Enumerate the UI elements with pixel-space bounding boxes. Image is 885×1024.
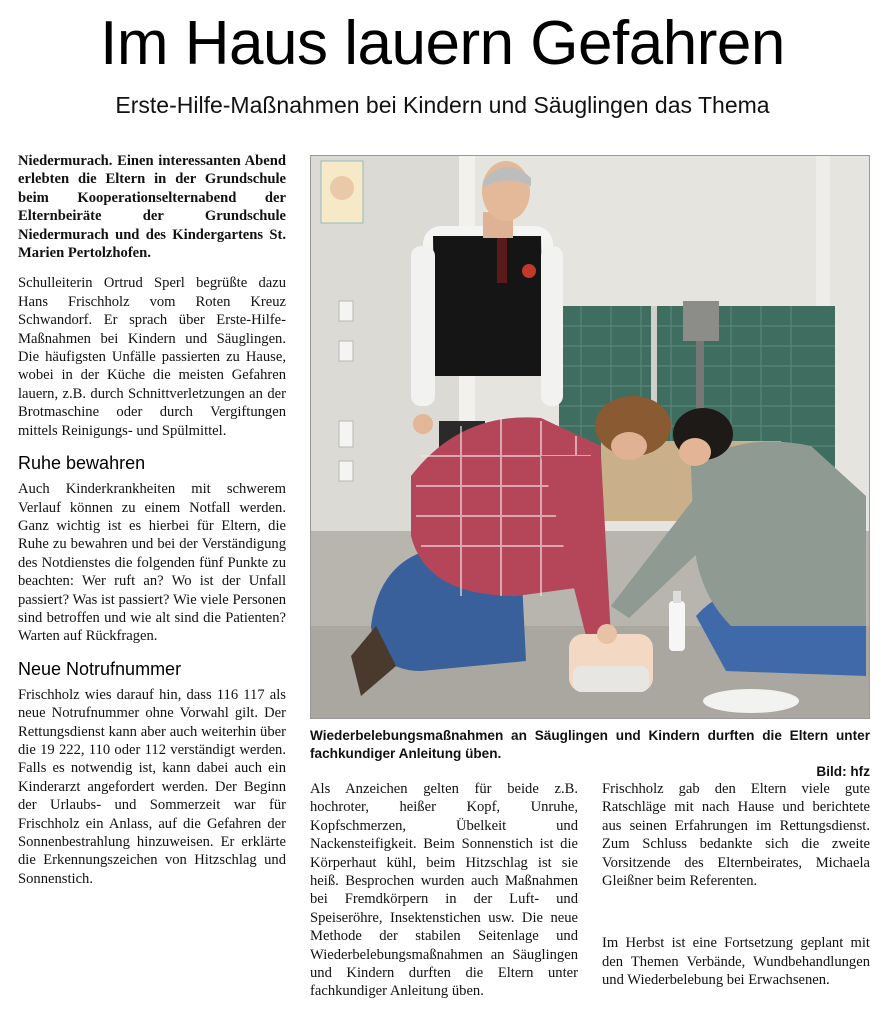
- lead-paragraph: Niedermurach. Einen interessanten Abend erlebten die Eltern in der Grundschule beim Kooperationselternabend der Elternbeiräte der Grundschule Niedermurach und des Kindergartens St. Marien Pertolzhofen.: [18, 153, 286, 262]
- paragraph: Frischholz gab den Eltern viele gute Ratschläge mit nach Hause und berichtete aus seinen Erfahrungen im Rettungsdienst. Zum Schluss bedankte sich die zweite Vorsitzende des Elternbeirates, Michaela Gleißner beim Referenten.: [602, 781, 870, 890]
- article-photo: [310, 155, 870, 719]
- headline: Im Haus lauern Gefahren: [100, 9, 785, 78]
- photo-credit: Bild: hfz: [816, 764, 870, 779]
- photo-caption: [310, 727, 870, 781]
- subheadline: Erste-Hilfe-Maßnahmen bei Kindern und Säuglingen das Thema: [115, 92, 770, 118]
- paragraph: Auch Kinderkrankheiten mit schwerem Verlauf können zu einem Notfall werden. Ganz wichtig ist es hierbei für Eltern, die Ruhe zu bewahren und bei der Verständigung des Notdienstes die folgenden fünf Punkte zu beachten: Wer ruft an? Wo ist der Unfall passiert? Was ist passiert? Wie viele Personen sind betroffen und wie alt sind die Patienten? Warten auf Rückfragen.: [18, 481, 286, 645]
- section-heading-notruf: Neue Notrufnummer: [18, 658, 182, 679]
- column-right: [602, 780, 870, 990]
- paragraph: Als Anzeichen gelten für beide z.B. hochroter, heißer Kopf, Unruhe, Kopfschmerzen, Übelkeit und Nackensteifigkeit. Beim Sonnenstich ist die Körperhaut kühl, beim Hitzschlag ist sie heiß. Besprochen wurden auch Maßnahmen bei Fremdkörpern in der Luft- und Speiseröhre, Insektenstichen usw. Die neue Methode der stabilen Seitenlage und Wiederbelebungsmaßnahmen an Säuglingen und Kindern durften die Eltern unter fachkundiger Anleitung üben.: [310, 781, 578, 1000]
- section-heading-ruhe: Ruhe bewahren: [18, 453, 146, 474]
- first-aid-training-photo: [311, 156, 870, 719]
- paragraph: Im Herbst ist eine Fortsetzung geplant mit den Themen Verbände, Wundbehandlungen und Wiederbelebung bei Erwachsenen.: [602, 935, 870, 989]
- column-middle: [310, 780, 578, 1001]
- paragraph: Schulleiterin Ortrud Sperl begrüßte dazu Hans Frischholz vom Roten Kreuz Schwandorf. Er sprach über Erste-Hilfe-Maßnahmen bei Kindern und Säuglingen. Die häufigsten Unfälle passierten zu Hause, wobei in der Küche die meisten Gefahren lauern, z.B. durch Schnittverletzungen an der Brotmaschine oder durch Vergiftungen mittels Reinigungs- und Spülmittel.: [18, 275, 286, 439]
- paragraph: Frischholz wies darauf hin, dass 116 117 als neue Notrufnummer ohne Vorwahl gilt. Der Rettungsdienst kann aber auch weiterhin über die 19 222, 110 oder 112 verständigt werden. Falls es notwendig ist, kann dabei auch ein Kinderarzt angefordert werden. Der Beginn der Urlaubs- und Sommerzeit war für Frischholz ein Anlass, auf die Gefahren der Sonnenbestrahlung hinzuweisen. Er erklärte die Erkennungszeichen von Hitzschlag und Sonnenstich.: [18, 686, 286, 887]
- column-left: [18, 152, 286, 888]
- caption-text: Wiederbelebungsmaßnahmen an Säuglingen und Kindern durften die Eltern unter fachkundiger Anleitung üben.: [310, 728, 870, 761]
